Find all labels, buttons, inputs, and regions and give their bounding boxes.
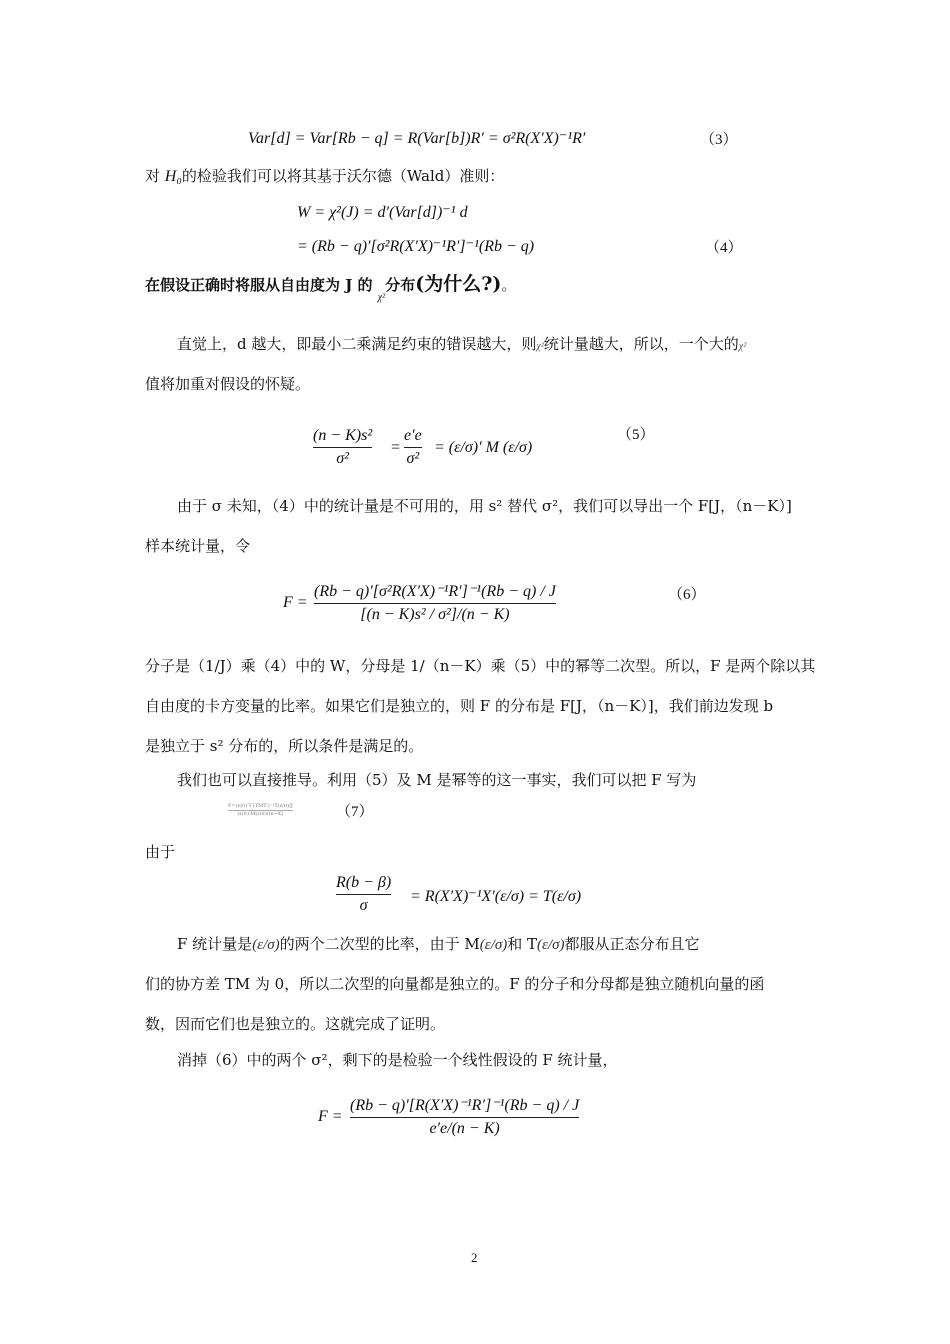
equation-7-tiny-fraction: [228, 803, 293, 818]
sigma-paragraph-line-2: 样本统计量，令: [145, 537, 251, 555]
fstat-paragraph-line-3: 数，因而它们也是独立的。这就完成了证明。: [145, 1015, 446, 1033]
because-text: 由于: [145, 843, 176, 861]
intuition-line-1: [177, 334, 746, 357]
bold-text-distribution: 分布: [385, 276, 416, 294]
intuition-line-2: 值将加重对假设的怀疑。: [145, 375, 311, 393]
h0-symbol: H₀: [164, 168, 182, 185]
equation-4-number: （4）: [705, 240, 743, 256]
equation-6-number: （6）: [668, 587, 706, 603]
eq6-numerator: (Rb − q)′[σ²R(X′X)⁻¹R′]⁻¹(Rb − q) / J: [314, 583, 556, 600]
numerator-paragraph-line-1: 分子是（1/J）乘（4）中的 W，分母是 1/（n－K）乘（5）中的幂等二次型。所以，F 是两个除以其: [145, 657, 816, 675]
because-lhs-fraction-bar: [336, 894, 391, 895]
eq7-tiny-denominator: (ε/σ)′M(ε/σ)/(n−K): [237, 811, 284, 817]
equation-3: Var[d] = Var[Rb − q] = R(Var[b])R′ = σ²R(X′X)⁻¹R′: [248, 130, 586, 147]
bold-period: 。: [501, 276, 517, 294]
page-number: 2: [471, 1250, 478, 1265]
final-numerator: (Rb − q)′[R(X′X)⁻¹R′]⁻¹(Rb − q) / J: [350, 1097, 580, 1114]
chi-square-inline-1: χ²: [536, 341, 544, 352]
eq5-equals-1: =: [390, 439, 401, 456]
intuition-text-a: 直觉上，d 越大，即最小二乘满足约束的错误越大，则: [177, 335, 537, 353]
fstat-paragraph-line-2: 们的协方差 TM 为 0，所以二次型的向量都是独立的。F 的分子和分母都是独立随机向量的函: [145, 975, 765, 993]
final-denominator: e′e/(n − K): [429, 1120, 500, 1137]
equation-6-fraction: [314, 581, 556, 624]
wald-text-post: 的检验我们可以将其基于沃尔德（Wald）准则：: [181, 167, 505, 185]
numerator-paragraph-line-3: 是独立于 s² 分布的，所以条件是满足的。: [145, 737, 424, 755]
eq7-tiny-numerator: F=(ε/σ)′T′(TMT′)⁻¹T(ε/σ)/J: [228, 803, 293, 809]
equation-5-rhs: = (ε/σ)′ M (ε/σ): [434, 439, 533, 456]
eq5-mid-numerator: e′e: [404, 427, 422, 444]
final-fraction-bar: [350, 1117, 579, 1118]
eq5-lhs-denominator: σ²: [336, 450, 349, 467]
intuition-text-b: 统计量越大，所以，一个大的: [543, 335, 739, 353]
wald-text-pre: 对: [145, 167, 165, 185]
final-equation-fraction: [350, 1095, 579, 1138]
fstat-text-d: 都服从正态分布且它: [564, 935, 700, 953]
fstat-text-a: F 统计量是: [177, 935, 253, 953]
fstat-text-c: 和 T: [507, 935, 538, 953]
eq5-mid-denominator: σ²: [406, 450, 420, 467]
equation-5-mid-fraction: [404, 427, 422, 468]
because-lhs-denominator: σ: [359, 897, 368, 914]
equation-6-lhs: F =: [283, 594, 308, 611]
because-equation-lhs-fraction: [336, 874, 391, 915]
bold-chi-square-statement: [145, 273, 517, 303]
equation-5-number: （5）: [617, 427, 655, 443]
equation-4-line-1: W = χ²(J) = d′(Var[d])⁻¹ d: [297, 204, 468, 221]
eq6-fraction-bar: [314, 603, 556, 604]
final-equation-lhs: F =: [318, 1108, 343, 1125]
eps-sigma-3: (ε/σ): [537, 937, 565, 953]
equation-4-line-2: = (Rb − q)′[σ²R(X′X)⁻¹R′]⁻¹(Rb − q): [297, 238, 535, 255]
eq5-mid-fraction-bar: [404, 447, 422, 448]
eps-sigma-1: (ε/σ): [252, 937, 280, 953]
fstat-paragraph-line-1: [177, 934, 700, 955]
sigma-paragraph-line-1: 由于 σ 未知，（4）中的统计量是不可用的，用 s² 替代 σ²，我们可以导出一个 F[J，（n－K）]: [177, 497, 792, 515]
direct-derivation-line: 我们也可以直接推导。利用（5）及 M 是幂等的这一事实，我们可以把 F 写为: [177, 771, 697, 789]
wald-paragraph: [145, 166, 504, 187]
numerator-paragraph-line-2: 自由度的卡方变量的比率。如果它们是独立的，则 F 的分布是 F[J，（n－K）]，我们前边发现 b: [145, 697, 774, 715]
chi-square-symbol: χ²: [377, 292, 386, 303]
bold-text-pre: 在假设正确时将服从自由度为 J 的: [145, 276, 373, 294]
bold-why-question: (为什么?): [415, 273, 502, 295]
equation-7-number: （7）: [336, 804, 374, 820]
equation-3-number: （3）: [700, 132, 738, 148]
eq5-lhs-fraction-bar: [313, 447, 372, 448]
equation-5-lhs-fraction: [313, 427, 372, 468]
because-equation-rhs: = R(X′X)⁻¹X′(ε/σ) = T(ε/σ): [410, 888, 582, 905]
eps-sigma-2: (ε/σ): [479, 937, 508, 953]
eq5-lhs-numerator: (n − K)s²: [313, 427, 373, 444]
chi-square-inline-2: χ²: [738, 341, 747, 352]
eq6-denominator: [(n − K)s² / σ²]/(n − K): [360, 606, 510, 623]
fstat-text-b: 的两个二次型的比率，由于 M: [279, 935, 480, 953]
because-lhs-numerator: R(b − β): [336, 874, 392, 891]
cancel-sigma-line: 消掉（6）中的两个 σ²，剩下的是检验一个线性假设的 F 统计量，: [177, 1051, 618, 1069]
